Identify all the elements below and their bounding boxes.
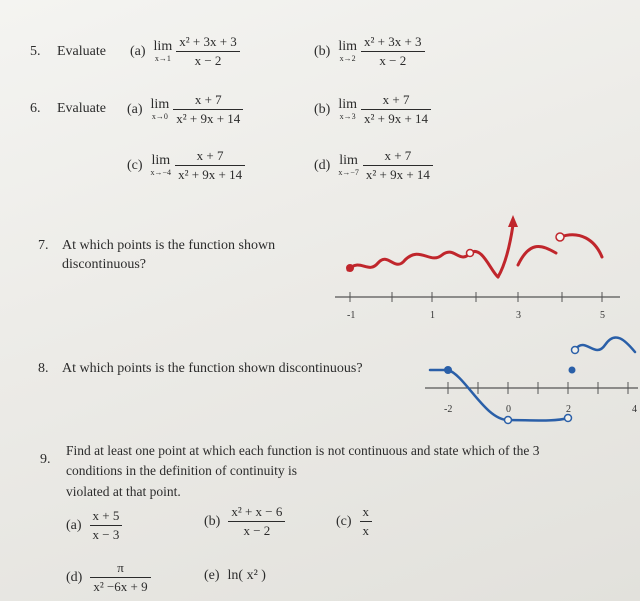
- arrow-up-icon: [508, 215, 518, 227]
- q7-curve-segment: [560, 235, 602, 257]
- open-point: [467, 250, 474, 257]
- closed-point: [444, 366, 452, 374]
- closed-point: [346, 264, 354, 272]
- q7-tick-label-3: 3: [516, 310, 521, 321]
- q7-curve-segment: [348, 259, 405, 270]
- q9a-label: (a): [66, 517, 82, 533]
- open-point: [505, 417, 512, 424]
- q8-tick-label-2: 0: [506, 404, 511, 415]
- q8-number: 8.: [38, 361, 49, 376]
- q7-graph: [330, 205, 630, 335]
- q5a-limit: lim x→1: [153, 39, 173, 63]
- q7-tick-label-4: 5: [600, 310, 605, 321]
- q8-tick-label-4: 4: [632, 404, 637, 415]
- q9d: [66, 560, 151, 595]
- q6b: [314, 92, 431, 127]
- q5a-fraction: $\frac{\text{x² + 3x + 3}}{x - 2}$: [176, 34, 240, 69]
- q7-curve-segment: [498, 225, 513, 277]
- q9b: [204, 504, 285, 539]
- q7-number: 7.: [38, 238, 49, 253]
- q5b-limit: lim x→2: [338, 39, 357, 63]
- q8-curve-segment: [575, 337, 635, 352]
- q9-number: 9.: [40, 452, 51, 467]
- q7-text-line1: At which points is the function shown: [62, 238, 276, 253]
- q8-tick-label-3: 2: [566, 404, 571, 415]
- q9c-fraction: $\frac{x}{x}$: [360, 504, 373, 539]
- q9e-expression: ln( x² ): [227, 568, 266, 583]
- q5a: [130, 34, 240, 69]
- q6b-fraction: $\frac{x + 7}{\text{x² + 9x + 14}}$: [361, 92, 431, 127]
- q7-curve-segment: [518, 246, 556, 265]
- q9c: [336, 504, 372, 539]
- q6-prompt: Evaluate: [57, 101, 106, 116]
- q7-curve-segment: [405, 252, 470, 260]
- q7-curve-segment: [470, 251, 498, 277]
- q6a-limit: lim x→0: [150, 97, 170, 121]
- q5b-label: (b): [314, 43, 331, 59]
- q7-text-line2: discontinuous?: [62, 257, 146, 272]
- q6a-fraction: $\frac{x + 7}{\text{x² + 9x + 14}}$: [173, 92, 243, 127]
- q8-graph: [420, 330, 640, 440]
- q9b-label: (b): [204, 513, 221, 529]
- closed-point: [569, 367, 576, 374]
- q5b-fraction: $\frac{\text{x² + 3x + 3}}{x - 2}$: [361, 34, 425, 69]
- q9-text-line1: Find at least one point at which each function is not continuous and state which of the 3: [66, 443, 540, 458]
- q6a-label: (a): [127, 101, 143, 117]
- q5b: [314, 34, 425, 69]
- q9a-fraction: $\frac{x + 5}{x - 3}$: [90, 508, 123, 543]
- q7-tick-label-2: 1: [430, 310, 435, 321]
- q6b-limit: lim x→3: [338, 97, 357, 121]
- q6d-limit: lim x→−7: [338, 153, 359, 177]
- q9-text-line3: violated at that point.: [66, 484, 181, 499]
- q6c-label: (c): [127, 157, 143, 173]
- q9b-fraction: $\frac{\text{x² + x − 6}}{x - 2}$: [228, 504, 285, 539]
- q9c-label: (c): [336, 513, 352, 529]
- q5-prompt: Evaluate: [57, 44, 106, 59]
- q6d-label: (d): [314, 157, 331, 173]
- q6-number: 6.: [30, 101, 41, 116]
- q9d-fraction: $\frac{\pi}{\text{x² −6x + 9}}$: [90, 560, 150, 595]
- open-point: [565, 415, 572, 422]
- q5a-label: (a): [130, 43, 146, 59]
- q6c: [127, 148, 245, 183]
- q8-curve-segment: [508, 418, 568, 421]
- q7-tick-label-1: -1: [347, 310, 356, 321]
- q9e-label: (e): [204, 568, 220, 583]
- q8-tick-label-1: -2: [444, 404, 453, 415]
- q5-number: 5.: [30, 44, 41, 59]
- q9a: [66, 508, 122, 543]
- q9d-label: (d): [66, 569, 83, 585]
- q8-curve-segment: [448, 370, 508, 420]
- q9-text-line2: conditions in the definition of continuity is: [66, 463, 297, 478]
- q6b-label: (b): [314, 101, 331, 117]
- open-point: [556, 233, 564, 241]
- q9e: [204, 568, 266, 584]
- q8-text: At which points is the function shown discontinuous?: [62, 361, 363, 376]
- q6d-fraction: $\frac{x + 7}{\text{x² + 9x + 14}}$: [363, 148, 433, 183]
- q6c-limit: lim x→−4: [150, 153, 172, 177]
- q6c-fraction: $\frac{x + 7}{\text{x² + 9x + 14}}$: [175, 148, 245, 183]
- open-point: [572, 347, 579, 354]
- q6a: [127, 92, 243, 127]
- q6d: [314, 148, 433, 183]
